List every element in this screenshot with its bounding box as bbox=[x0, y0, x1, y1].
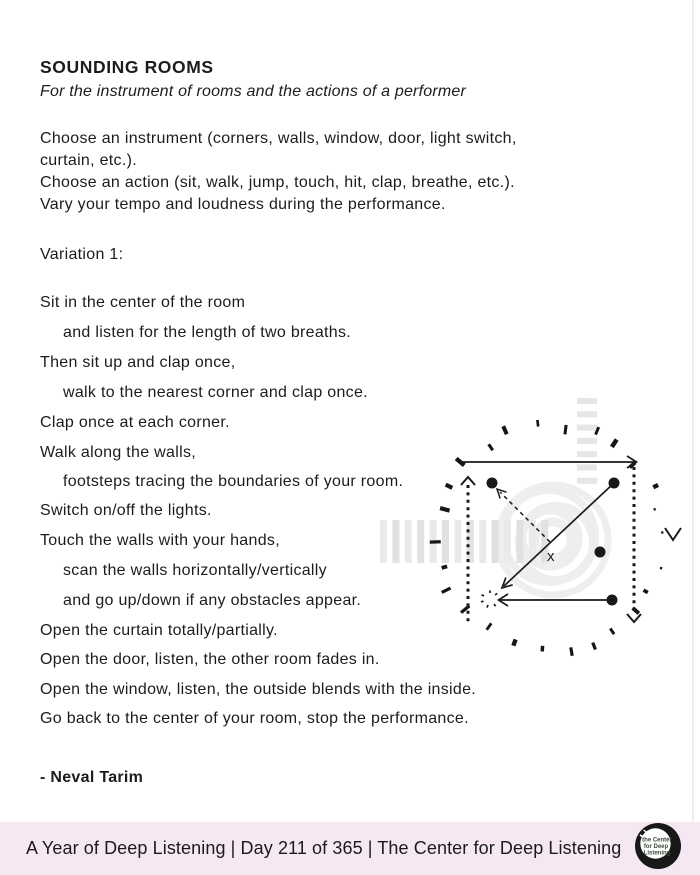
intro-line: Choose an action (sit, walk, jump, touch, hit, clap, breathe, etc.). bbox=[40, 174, 515, 191]
score-line: Walk along the walls, bbox=[40, 444, 196, 461]
score-line: Clap once at each corner. bbox=[40, 414, 230, 431]
variation-label: Variation 1: bbox=[40, 246, 124, 263]
footer-bar bbox=[0, 822, 700, 875]
logo-text bbox=[642, 838, 672, 857]
author-signature: - Neval Tarim bbox=[40, 769, 144, 786]
score-line: Sit in the center of the room bbox=[40, 294, 246, 311]
page-title: SOUNDING ROOMS bbox=[40, 57, 214, 77]
score-line: Open the window, listen, the outside blends with the inside. bbox=[40, 681, 477, 698]
score-line: Open the curtain totally/partially. bbox=[40, 622, 278, 639]
score-line: scan the walls horizontally/vertically bbox=[63, 562, 327, 579]
score-line: and go up/down if any obstacles appear. bbox=[63, 592, 362, 609]
deep-listening-logo bbox=[634, 822, 682, 870]
intro-line: Vary your tempo and loudness during the performance. bbox=[40, 196, 446, 213]
room-score-diagram bbox=[350, 385, 700, 670]
svg-text:for Deep: for Deep bbox=[643, 844, 669, 850]
score-line: Go back to the center of your room, stop the performance. bbox=[40, 710, 469, 727]
score-line: Then sit up and clap once, bbox=[40, 354, 236, 371]
score-line: Touch the walls with your hands, bbox=[40, 532, 280, 549]
intro-line: Choose an instrument (corners, walls, window, door, light switch, bbox=[40, 130, 517, 147]
chevron-down-icon bbox=[665, 528, 681, 540]
svg-text:the Center: the Center bbox=[642, 837, 672, 844]
page-subtitle: For the instrument of rooms and the actions of a performer bbox=[40, 83, 467, 100]
score-line: footsteps tracing the boundaries of your room. bbox=[63, 473, 404, 490]
ladder-decoration bbox=[577, 398, 597, 484]
score-line: walk to the nearest corner and clap once. bbox=[63, 384, 368, 401]
clap-spark bbox=[481, 590, 497, 607]
score-line: Open the door, listen, the other room fades in. bbox=[40, 651, 380, 668]
svg-text:Listening: Listening bbox=[643, 850, 671, 857]
score-line: Switch on/off the lights. bbox=[40, 502, 212, 519]
barcode-decoration bbox=[380, 520, 548, 563]
intro-line: curtain, etc.). bbox=[40, 152, 137, 169]
score-line: and listen for the length of two breaths. bbox=[63, 324, 352, 341]
footer-caption: A Year of Deep Listening | Day 211 of 365 | The Center for Deep Listening bbox=[26, 838, 622, 858]
center-x-label: x bbox=[547, 548, 555, 565]
